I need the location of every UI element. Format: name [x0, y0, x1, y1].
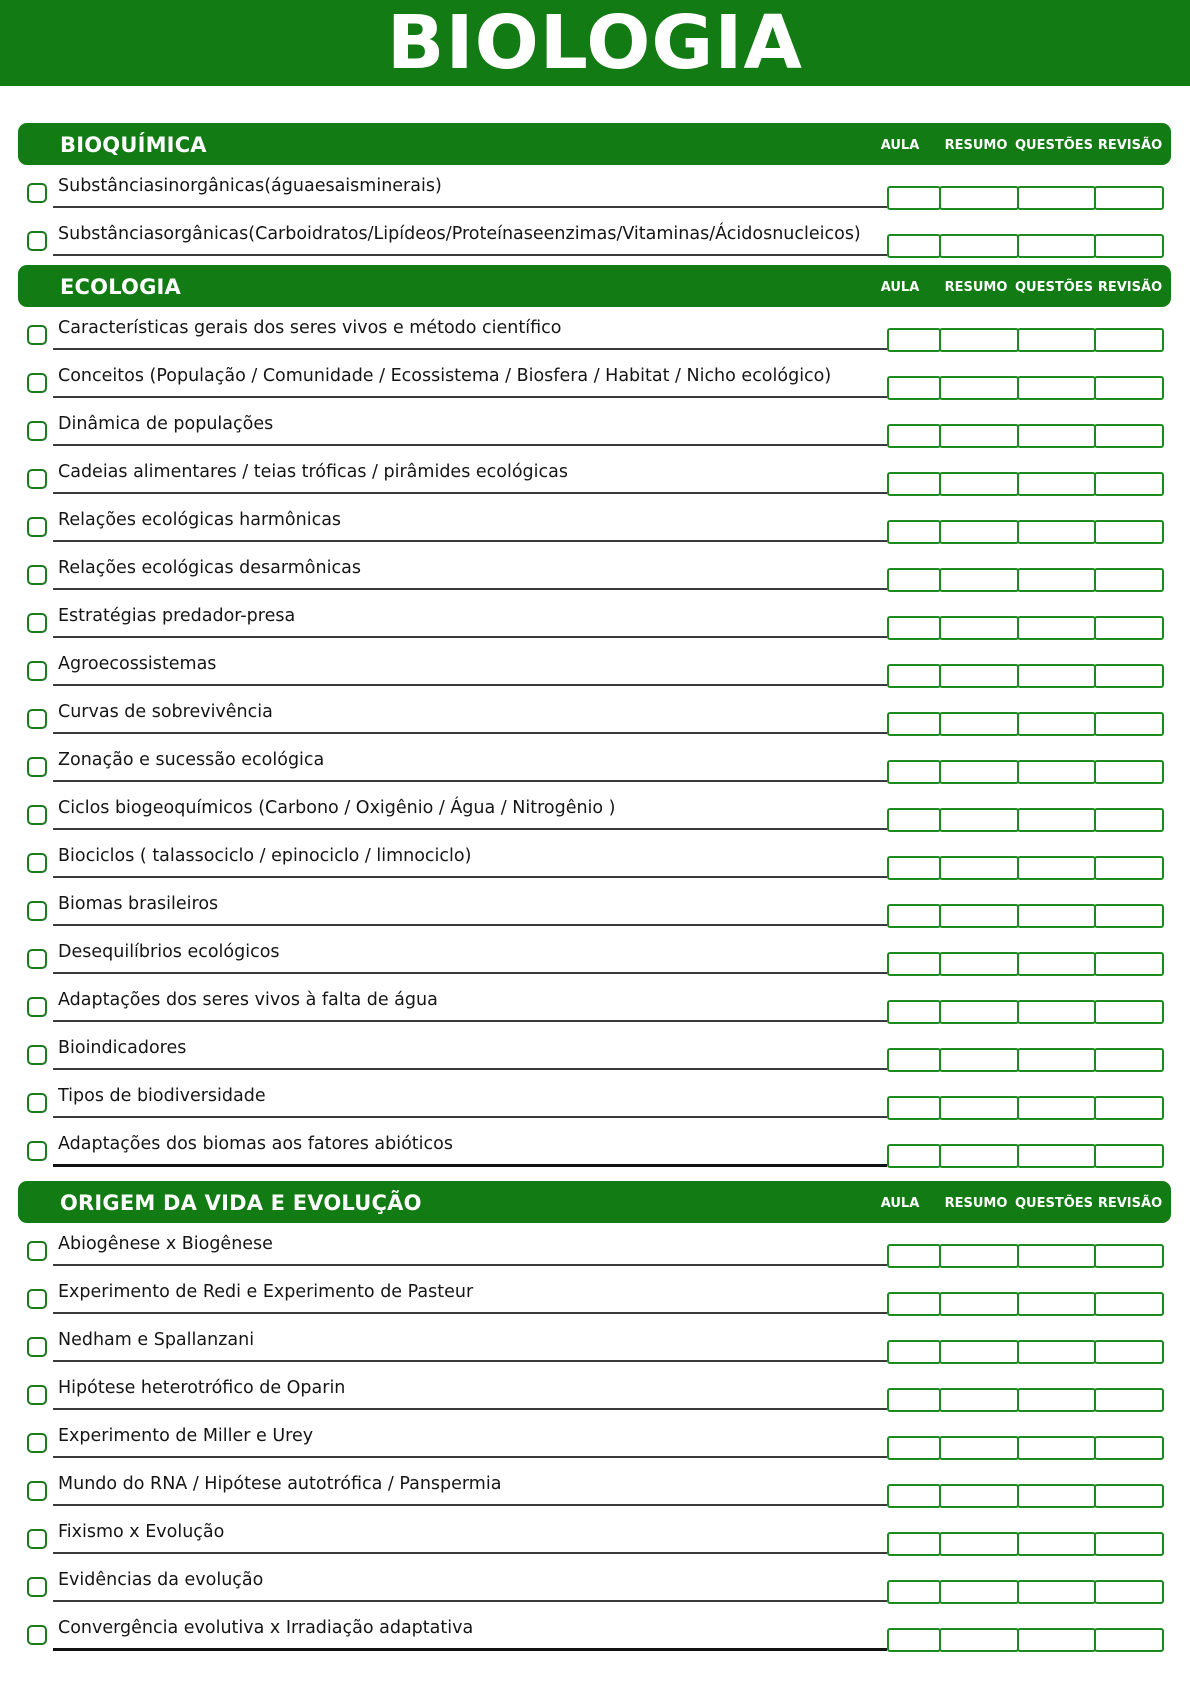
aula-cell[interactable]: [887, 520, 941, 544]
resumo-cell[interactable]: [939, 424, 1019, 448]
topic-label: Biomas brasileiros: [58, 894, 219, 914]
revisao-cell[interactable]: [1094, 1580, 1164, 1604]
questoes-cell[interactable]: [1017, 1580, 1096, 1604]
resumo-cell[interactable]: [939, 568, 1019, 592]
topic-underline: [53, 1360, 887, 1362]
resumo-cell[interactable]: [939, 664, 1019, 688]
section-title: BIOQUÍMICA: [60, 133, 207, 157]
page-title: BIOLOGIA: [387, 0, 803, 86]
progress-cells: [887, 1244, 1164, 1268]
column-label-revisao: REVISÃO: [1097, 1196, 1163, 1211]
revisao-cell[interactable]: [1094, 1048, 1164, 1072]
checklist-row: [0, 1127, 1190, 1175]
column-label-resumo: RESUMO: [944, 280, 1008, 295]
topic-underline: [53, 206, 887, 208]
column-label-revisao: REVISÃO: [1097, 138, 1163, 153]
questoes-cell[interactable]: [1017, 376, 1096, 400]
resumo-cell[interactable]: [939, 186, 1019, 210]
topic-underline: [53, 1068, 887, 1070]
checklist-row: [0, 791, 1190, 839]
revisao-cell[interactable]: [1094, 1532, 1164, 1556]
checklist-row: [0, 1467, 1190, 1515]
resumo-cell[interactable]: [939, 808, 1019, 832]
checklist-row: [0, 551, 1190, 599]
resumo-cell[interactable]: [939, 856, 1019, 880]
revisao-cell[interactable]: [1094, 472, 1164, 496]
revisao-cell[interactable]: [1094, 520, 1164, 544]
resumo-cell[interactable]: [939, 1484, 1019, 1508]
topic-underline: [53, 1456, 887, 1458]
revisao-cell[interactable]: [1094, 328, 1164, 352]
checklist-row: [0, 1371, 1190, 1419]
questoes-cell[interactable]: [1017, 808, 1096, 832]
column-label-aula: AULA: [880, 138, 920, 153]
topic-label: Adaptações dos biomas aos fatores abióticos: [58, 1134, 453, 1154]
aula-cell[interactable]: [887, 1628, 941, 1652]
topic-underline: [53, 1116, 887, 1118]
checklist-row: [0, 839, 1190, 887]
aula-cell[interactable]: [887, 328, 941, 352]
topic-label: Nedham e Spallanzani: [58, 1330, 255, 1350]
topic-checkbox[interactable]: [27, 231, 47, 251]
progress-cells: [887, 664, 1164, 688]
questoes-cell[interactable]: [1017, 760, 1096, 784]
questoes-cell[interactable]: [1017, 664, 1096, 688]
aula-cell[interactable]: [887, 1436, 941, 1460]
topic-label: Curvas de sobrevivência: [58, 702, 273, 722]
topic-underline: [53, 1408, 887, 1410]
topic-label: Abiogênese x Biogênese: [58, 1234, 273, 1254]
checklist-row: [0, 695, 1190, 743]
resumo-cell[interactable]: [939, 952, 1019, 976]
checklist-row: [0, 217, 1190, 265]
topic-underline: [53, 924, 887, 926]
topic-underline: [53, 588, 887, 590]
aula-cell[interactable]: [887, 1388, 941, 1412]
progress-cells: [887, 328, 1164, 352]
revisao-cell[interactable]: [1094, 376, 1164, 400]
progress-cells: [887, 1436, 1164, 1460]
aula-cell[interactable]: [887, 808, 941, 832]
progress-cells: [887, 1000, 1164, 1024]
topic-label: Agroecossistemas: [58, 654, 217, 674]
progress-cells: [887, 1144, 1164, 1168]
column-label-resumo: RESUMO: [944, 138, 1008, 153]
topic-checkbox[interactable]: [27, 1289, 47, 1309]
questoes-cell[interactable]: [1017, 1096, 1096, 1120]
section-title: ECOLOGIA: [60, 275, 181, 299]
aula-cell[interactable]: [887, 1096, 941, 1120]
topic-label: Experimento de Miller e Urey: [58, 1426, 314, 1446]
progress-cells: [887, 856, 1164, 880]
revisao-cell[interactable]: [1094, 1000, 1164, 1024]
topic-checkbox[interactable]: [27, 1337, 47, 1357]
aula-cell[interactable]: [887, 1244, 941, 1268]
topic-label: Ciclos biogeoquímicos (Carbono / Oxigênio / Água / Nitrogênio ): [58, 798, 616, 818]
aula-cell[interactable]: [887, 1292, 941, 1316]
checklist-row: [0, 983, 1190, 1031]
topic-underline: [53, 1552, 887, 1554]
questoes-cell[interactable]: [1017, 712, 1096, 736]
topic-checkbox[interactable]: [27, 517, 47, 537]
questoes-cell[interactable]: [1017, 1340, 1096, 1364]
progress-cells: [887, 952, 1164, 976]
topic-checkbox[interactable]: [27, 469, 47, 489]
questoes-cell[interactable]: [1017, 186, 1096, 210]
topic-checkbox[interactable]: [27, 709, 47, 729]
aula-cell[interactable]: [887, 234, 941, 258]
questoes-cell[interactable]: [1017, 1436, 1096, 1460]
topic-checkbox[interactable]: [27, 1385, 47, 1405]
questoes-cell[interactable]: [1017, 1484, 1096, 1508]
questoes-cell[interactable]: [1017, 1388, 1096, 1412]
topic-label: Conceitos (População / Comunidade / Ecossistema / Biosfera / Habitat / Nicho ecológico): [58, 366, 832, 386]
progress-cells: [887, 472, 1164, 496]
resumo-cell[interactable]: [939, 234, 1019, 258]
topic-label: Estratégias predador-presa: [58, 606, 296, 626]
revisao-cell[interactable]: [1094, 234, 1164, 258]
topic-underline: [53, 636, 887, 638]
column-label-aula: AULA: [880, 280, 920, 295]
topic-label: Relações ecológicas desarmônicas: [58, 558, 361, 578]
questoes-cell[interactable]: [1017, 616, 1096, 640]
aula-cell[interactable]: [887, 760, 941, 784]
revisao-cell[interactable]: [1094, 1628, 1164, 1652]
questoes-cell[interactable]: [1017, 328, 1096, 352]
revisao-cell[interactable]: [1094, 1244, 1164, 1268]
aula-cell[interactable]: [887, 424, 941, 448]
topic-underline: [53, 1312, 887, 1314]
topic-label: Bioindicadores: [58, 1038, 187, 1058]
aula-cell[interactable]: [887, 568, 941, 592]
progress-cells: [887, 568, 1164, 592]
column-label-questoes: QUESTÕES: [1014, 138, 1093, 153]
progress-cells: [887, 1628, 1164, 1652]
topic-underline: [53, 396, 887, 398]
questoes-cell[interactable]: [1017, 1628, 1096, 1652]
progress-cells: [887, 1580, 1164, 1604]
resumo-cell[interactable]: [939, 1292, 1019, 1316]
aula-cell[interactable]: [887, 1000, 941, 1024]
revisao-cell[interactable]: [1094, 1484, 1164, 1508]
aula-cell[interactable]: [887, 186, 941, 210]
progress-cells: [887, 186, 1164, 210]
aula-cell[interactable]: [887, 1580, 941, 1604]
revisao-cell[interactable]: [1094, 186, 1164, 210]
aula-cell[interactable]: [887, 616, 941, 640]
resumo-cell[interactable]: [939, 1144, 1019, 1168]
topic-underline: [53, 1164, 887, 1167]
revisao-cell[interactable]: [1094, 568, 1164, 592]
aula-cell[interactable]: [887, 1144, 941, 1168]
checklist-row: [0, 935, 1190, 983]
topic-label: Substânciasinorgânicas(águaesaisminerais): [58, 176, 442, 196]
resumo-cell[interactable]: [939, 712, 1019, 736]
resumo-cell[interactable]: [939, 376, 1019, 400]
progress-cells: [887, 1388, 1164, 1412]
topic-checkbox[interactable]: [27, 1141, 47, 1161]
aula-cell[interactable]: [887, 376, 941, 400]
revisao-cell[interactable]: [1094, 616, 1164, 640]
revisao-cell[interactable]: [1094, 904, 1164, 928]
topic-underline: [53, 492, 887, 494]
topic-checkbox[interactable]: [27, 1529, 47, 1549]
topic-checkbox[interactable]: [27, 1577, 47, 1597]
questoes-cell[interactable]: [1017, 1532, 1096, 1556]
revisao-cell[interactable]: [1094, 808, 1164, 832]
topic-underline: [53, 1504, 887, 1506]
checklist-row: [0, 1323, 1190, 1371]
questoes-cell[interactable]: [1017, 568, 1096, 592]
checklist-row: [0, 1515, 1190, 1563]
resumo-cell[interactable]: [939, 1244, 1019, 1268]
section-header: [18, 123, 1171, 165]
topic-underline: [53, 972, 887, 974]
topic-label: Mundo do RNA / Hipótese autotrófica / Panspermia: [58, 1474, 502, 1494]
topic-checkbox[interactable]: [27, 1625, 47, 1645]
checklist-row: [0, 407, 1190, 455]
progress-cells: [887, 616, 1164, 640]
topic-underline: [53, 444, 887, 446]
questoes-cell[interactable]: [1017, 1244, 1096, 1268]
topic-underline: [53, 732, 887, 734]
questoes-cell[interactable]: [1017, 904, 1096, 928]
progress-cells: [887, 1484, 1164, 1508]
checklist-row: [0, 1611, 1190, 1659]
revisao-cell[interactable]: [1094, 952, 1164, 976]
topic-label: Adaptações dos seres vivos à falta de água: [58, 990, 438, 1010]
checklist-row: [0, 169, 1190, 217]
resumo-cell[interactable]: [939, 1580, 1019, 1604]
topic-label: Substânciasorgânicas(Carboidratos/Lipídeos/Proteínaseenzimas/Vitaminas/Ácidosnucleicos): [58, 224, 861, 244]
revisao-cell[interactable]: [1094, 1340, 1164, 1364]
aula-cell[interactable]: [887, 952, 941, 976]
resumo-cell[interactable]: [939, 760, 1019, 784]
resumo-cell[interactable]: [939, 1628, 1019, 1652]
aula-cell[interactable]: [887, 712, 941, 736]
questoes-cell[interactable]: [1017, 1144, 1096, 1168]
resumo-cell[interactable]: [939, 1436, 1019, 1460]
questoes-cell[interactable]: [1017, 856, 1096, 880]
resumo-cell[interactable]: [939, 1048, 1019, 1072]
topic-checkbox[interactable]: [27, 421, 47, 441]
title-banner: [0, 0, 1190, 86]
topic-checkbox[interactable]: [27, 805, 47, 825]
revisao-cell[interactable]: [1094, 1144, 1164, 1168]
questoes-cell[interactable]: [1017, 1048, 1096, 1072]
topic-label: Hipótese heterotrófico de Oparin: [58, 1378, 346, 1398]
topic-underline: [53, 1020, 887, 1022]
aula-cell[interactable]: [887, 664, 941, 688]
resumo-cell[interactable]: [939, 904, 1019, 928]
topic-checkbox[interactable]: [27, 565, 47, 585]
resumo-cell[interactable]: [939, 1340, 1019, 1364]
topic-label: Convergência evolutiva x Irradiação adaptativa: [58, 1618, 474, 1638]
aula-cell[interactable]: [887, 1484, 941, 1508]
aula-cell[interactable]: [887, 1340, 941, 1364]
topic-underline: [53, 1600, 887, 1602]
topic-checkbox[interactable]: [27, 325, 47, 345]
column-label-aula: AULA: [880, 1196, 920, 1211]
column-label-resumo: RESUMO: [944, 1196, 1008, 1211]
topic-checkbox[interactable]: [27, 613, 47, 633]
topic-underline: [53, 1264, 887, 1266]
checklist-row: [0, 1563, 1190, 1611]
column-label-questoes: QUESTÕES: [1014, 1196, 1093, 1211]
section-title: ORIGEM DA VIDA E EVOLUÇÃO: [60, 1191, 422, 1215]
topic-label: Biociclos ( talassociclo / epinociclo / limnociclo): [58, 846, 472, 866]
progress-cells: [887, 520, 1164, 544]
resumo-cell[interactable]: [939, 472, 1019, 496]
revisao-cell[interactable]: [1094, 424, 1164, 448]
topic-label: Fixismo x Evolução: [58, 1522, 225, 1542]
aula-cell[interactable]: [887, 472, 941, 496]
topic-checkbox[interactable]: [27, 373, 47, 393]
progress-cells: [887, 808, 1164, 832]
topic-underline: [53, 540, 887, 542]
checklist-row: [0, 887, 1190, 935]
progress-cells: [887, 1048, 1164, 1072]
checklist-row: [0, 1419, 1190, 1467]
topic-label: Relações ecológicas harmônicas: [58, 510, 342, 530]
topic-label: Características gerais dos seres vivos e método científico: [58, 318, 562, 338]
column-label-questoes: QUESTÕES: [1014, 280, 1093, 295]
revisao-cell[interactable]: [1094, 1436, 1164, 1460]
revisao-cell[interactable]: [1094, 1388, 1164, 1412]
topic-checkbox[interactable]: [27, 949, 47, 969]
questoes-cell[interactable]: [1017, 234, 1096, 258]
questoes-cell[interactable]: [1017, 472, 1096, 496]
revisao-cell[interactable]: [1094, 1096, 1164, 1120]
aula-cell[interactable]: [887, 856, 941, 880]
topic-label: Tipos de biodiversidade: [58, 1086, 266, 1106]
topic-checkbox[interactable]: [27, 1241, 47, 1261]
topic-checkbox[interactable]: [27, 1093, 47, 1113]
checklist-row: [0, 647, 1190, 695]
resumo-cell[interactable]: [939, 328, 1019, 352]
resumo-cell[interactable]: [939, 520, 1019, 544]
checklist-row: [0, 599, 1190, 647]
topic-label: Cadeias alimentares / teias tróficas / pirâmides ecológicas: [58, 462, 568, 482]
topic-label: Zonação e sucessão ecológica: [58, 750, 325, 770]
checklist-row: [0, 503, 1190, 551]
section-header: [18, 1181, 1171, 1223]
topic-checkbox[interactable]: [27, 1433, 47, 1453]
checklist-row: [0, 1227, 1190, 1275]
questoes-cell[interactable]: [1017, 1292, 1096, 1316]
topic-underline: [53, 254, 887, 256]
resumo-cell[interactable]: [939, 1000, 1019, 1024]
topic-checkbox[interactable]: [27, 183, 47, 203]
topic-label: Evidências da evolução: [58, 1570, 264, 1590]
progress-cells: [887, 1096, 1164, 1120]
aula-cell[interactable]: [887, 904, 941, 928]
progress-cells: [887, 234, 1164, 258]
revisao-cell[interactable]: [1094, 1292, 1164, 1316]
checklist-row: [0, 1031, 1190, 1079]
progress-cells: [887, 1340, 1164, 1364]
checklist-row: [0, 1079, 1190, 1127]
topic-checkbox[interactable]: [27, 661, 47, 681]
topic-underline: [53, 348, 887, 350]
revisao-cell[interactable]: [1094, 664, 1164, 688]
revisao-cell[interactable]: [1094, 712, 1164, 736]
progress-cells: [887, 1532, 1164, 1556]
checklist-row: [0, 359, 1190, 407]
topic-checkbox[interactable]: [27, 901, 47, 921]
topic-label: Desequilíbrios ecológicos: [58, 942, 280, 962]
progress-cells: [887, 376, 1164, 400]
questoes-cell[interactable]: [1017, 952, 1096, 976]
topic-underline: [53, 780, 887, 782]
aula-cell[interactable]: [887, 1048, 941, 1072]
column-label-revisao: REVISÃO: [1097, 280, 1163, 295]
topic-checkbox[interactable]: [27, 853, 47, 873]
topic-underline: [53, 1648, 887, 1651]
checklist-row: [0, 743, 1190, 791]
revisao-cell[interactable]: [1094, 856, 1164, 880]
resumo-cell[interactable]: [939, 1532, 1019, 1556]
progress-cells: [887, 712, 1164, 736]
resumo-cell[interactable]: [939, 1096, 1019, 1120]
topic-label: Dinâmica de populações: [58, 414, 274, 434]
checklist-row: [0, 455, 1190, 503]
checklist-row: [0, 311, 1190, 359]
topic-underline: [53, 828, 887, 830]
topic-underline: [53, 684, 887, 686]
topic-checkbox[interactable]: [27, 1481, 47, 1501]
questoes-cell[interactable]: [1017, 520, 1096, 544]
revisao-cell[interactable]: [1094, 760, 1164, 784]
progress-cells: [887, 1292, 1164, 1316]
topic-underline: [53, 876, 887, 878]
topic-label: Experimento de Redi e Experimento de Pasteur: [58, 1282, 474, 1302]
questoes-cell[interactable]: [1017, 1000, 1096, 1024]
aula-cell[interactable]: [887, 1532, 941, 1556]
checklist-row: [0, 1275, 1190, 1323]
progress-cells: [887, 904, 1164, 928]
resumo-cell[interactable]: [939, 1388, 1019, 1412]
topic-checkbox[interactable]: [27, 1045, 47, 1065]
topic-checkbox[interactable]: [27, 997, 47, 1017]
questoes-cell[interactable]: [1017, 424, 1096, 448]
progress-cells: [887, 760, 1164, 784]
section-header: [18, 265, 1171, 307]
topic-checkbox[interactable]: [27, 757, 47, 777]
resumo-cell[interactable]: [939, 616, 1019, 640]
progress-cells: [887, 424, 1164, 448]
